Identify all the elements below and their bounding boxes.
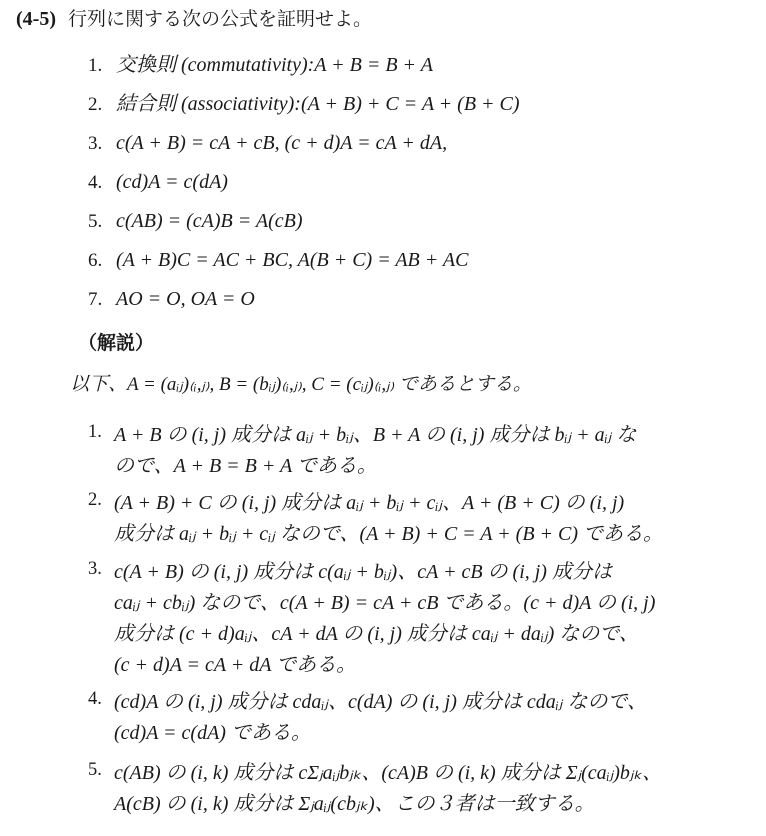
statement-text: 結合則 (associativity):(A + B) + C = A + (B + C)	[116, 93, 520, 115]
proof-line: c(AB) の (i, k) 成分は cΣⱼaᵢⱼbⱼₖ、(cA)B の (i, k) 成分は Σⱼ(caᵢⱼ)bⱼₖ、	[114, 762, 662, 784]
proof-number: 3.	[88, 559, 102, 579]
proof-number: 5.	[88, 760, 102, 780]
explanation-heading: （解説）	[78, 332, 155, 354]
statement-item	[88, 52, 433, 79]
proof-number: 2.	[88, 490, 102, 510]
statement-number: 2.	[88, 94, 103, 115]
statement-item	[88, 247, 468, 274]
statement-number: 3.	[88, 133, 103, 154]
statement-text: 交換則 (commutativity):A + B = B + A	[116, 54, 433, 76]
statement-text: c(A + B) = cA + cB, (c + d)A = cA + dA,	[116, 132, 448, 154]
proof-line: c(A + B) の (i, j) 成分は c(aᵢⱼ + bᵢⱼ)、cA + cB の (i, j) 成分は	[114, 561, 612, 583]
proof-number: 4.	[88, 689, 102, 709]
proof-line: (cd)A = c(dA) である。	[114, 722, 311, 744]
statement-item	[88, 169, 228, 196]
statement-number: 5.	[88, 211, 103, 232]
proof-line: (c + d)A = cA + dA である。	[114, 654, 357, 676]
statement-number: 7.	[88, 289, 103, 310]
proof-line: A + B の (i, j) 成分は aᵢⱼ + bᵢⱼ、B + A の (i, j) 成分は bᵢⱼ + aᵢⱼ な	[114, 424, 637, 446]
problem-number: (4-5)	[16, 8, 56, 30]
proof-line: A(cB) の (i, k) 成分は Σⱼaᵢⱼ(cbⱼₖ)、この３者は一致する。	[114, 793, 595, 815]
statement-number: 1.	[88, 55, 103, 76]
proof-line: 成分は (c + d)aᵢⱼ、cA + dA の (i, j) 成分は caᵢⱼ + daᵢⱼ) なので、	[114, 623, 639, 645]
statement-text: c(AB) = (cA)B = A(cB)	[116, 210, 303, 232]
problem-title: 行列に関する次の公式を証明せよ。	[68, 8, 373, 30]
proof-number: 1.	[88, 422, 102, 442]
statement-item	[88, 208, 303, 235]
statement-text: (A + B)C = AC + BC, A(B + C) = AB + AC	[116, 249, 469, 271]
proof-line: ので、A + B = B + A である。	[114, 455, 377, 477]
proof-line: 成分は aᵢⱼ + bᵢⱼ + cᵢⱼ なので、(A + B) + C = A + (B + C) である。	[114, 523, 664, 545]
statement-text: AO = O, OA = O	[116, 288, 255, 310]
explanation-intro: 以下、A = (aᵢⱼ)₍ᵢ,ⱼ₎, B = (bᵢⱼ)₍ᵢ,ⱼ₎, C = (cᵢⱼ)₍ᵢ,ⱼ₎ であるとする。	[70, 374, 532, 395]
statement-number: 4.	[88, 172, 103, 193]
statement-text: (cd)A = c(dA)	[116, 171, 228, 193]
statement-item	[88, 286, 255, 313]
proof-line: (A + B) + C の (i, j) 成分は aᵢⱼ + bᵢⱼ + cᵢⱼ、A + (B + C) の (i, j)	[114, 492, 625, 514]
proof-line: (cd)A の (i, j) 成分は cdaᵢⱼ、c(dA) の (i, j) 成分は cdaᵢⱼ なので、	[114, 691, 648, 713]
statement-item	[88, 91, 520, 118]
statement-number: 6.	[88, 250, 103, 271]
problem-header	[16, 6, 372, 32]
statement-item	[88, 130, 447, 157]
proof-line: caᵢⱼ + cbᵢⱼ) なので、c(A + B) = cA + cB である。(c + d)A の (i, j)	[114, 592, 656, 614]
